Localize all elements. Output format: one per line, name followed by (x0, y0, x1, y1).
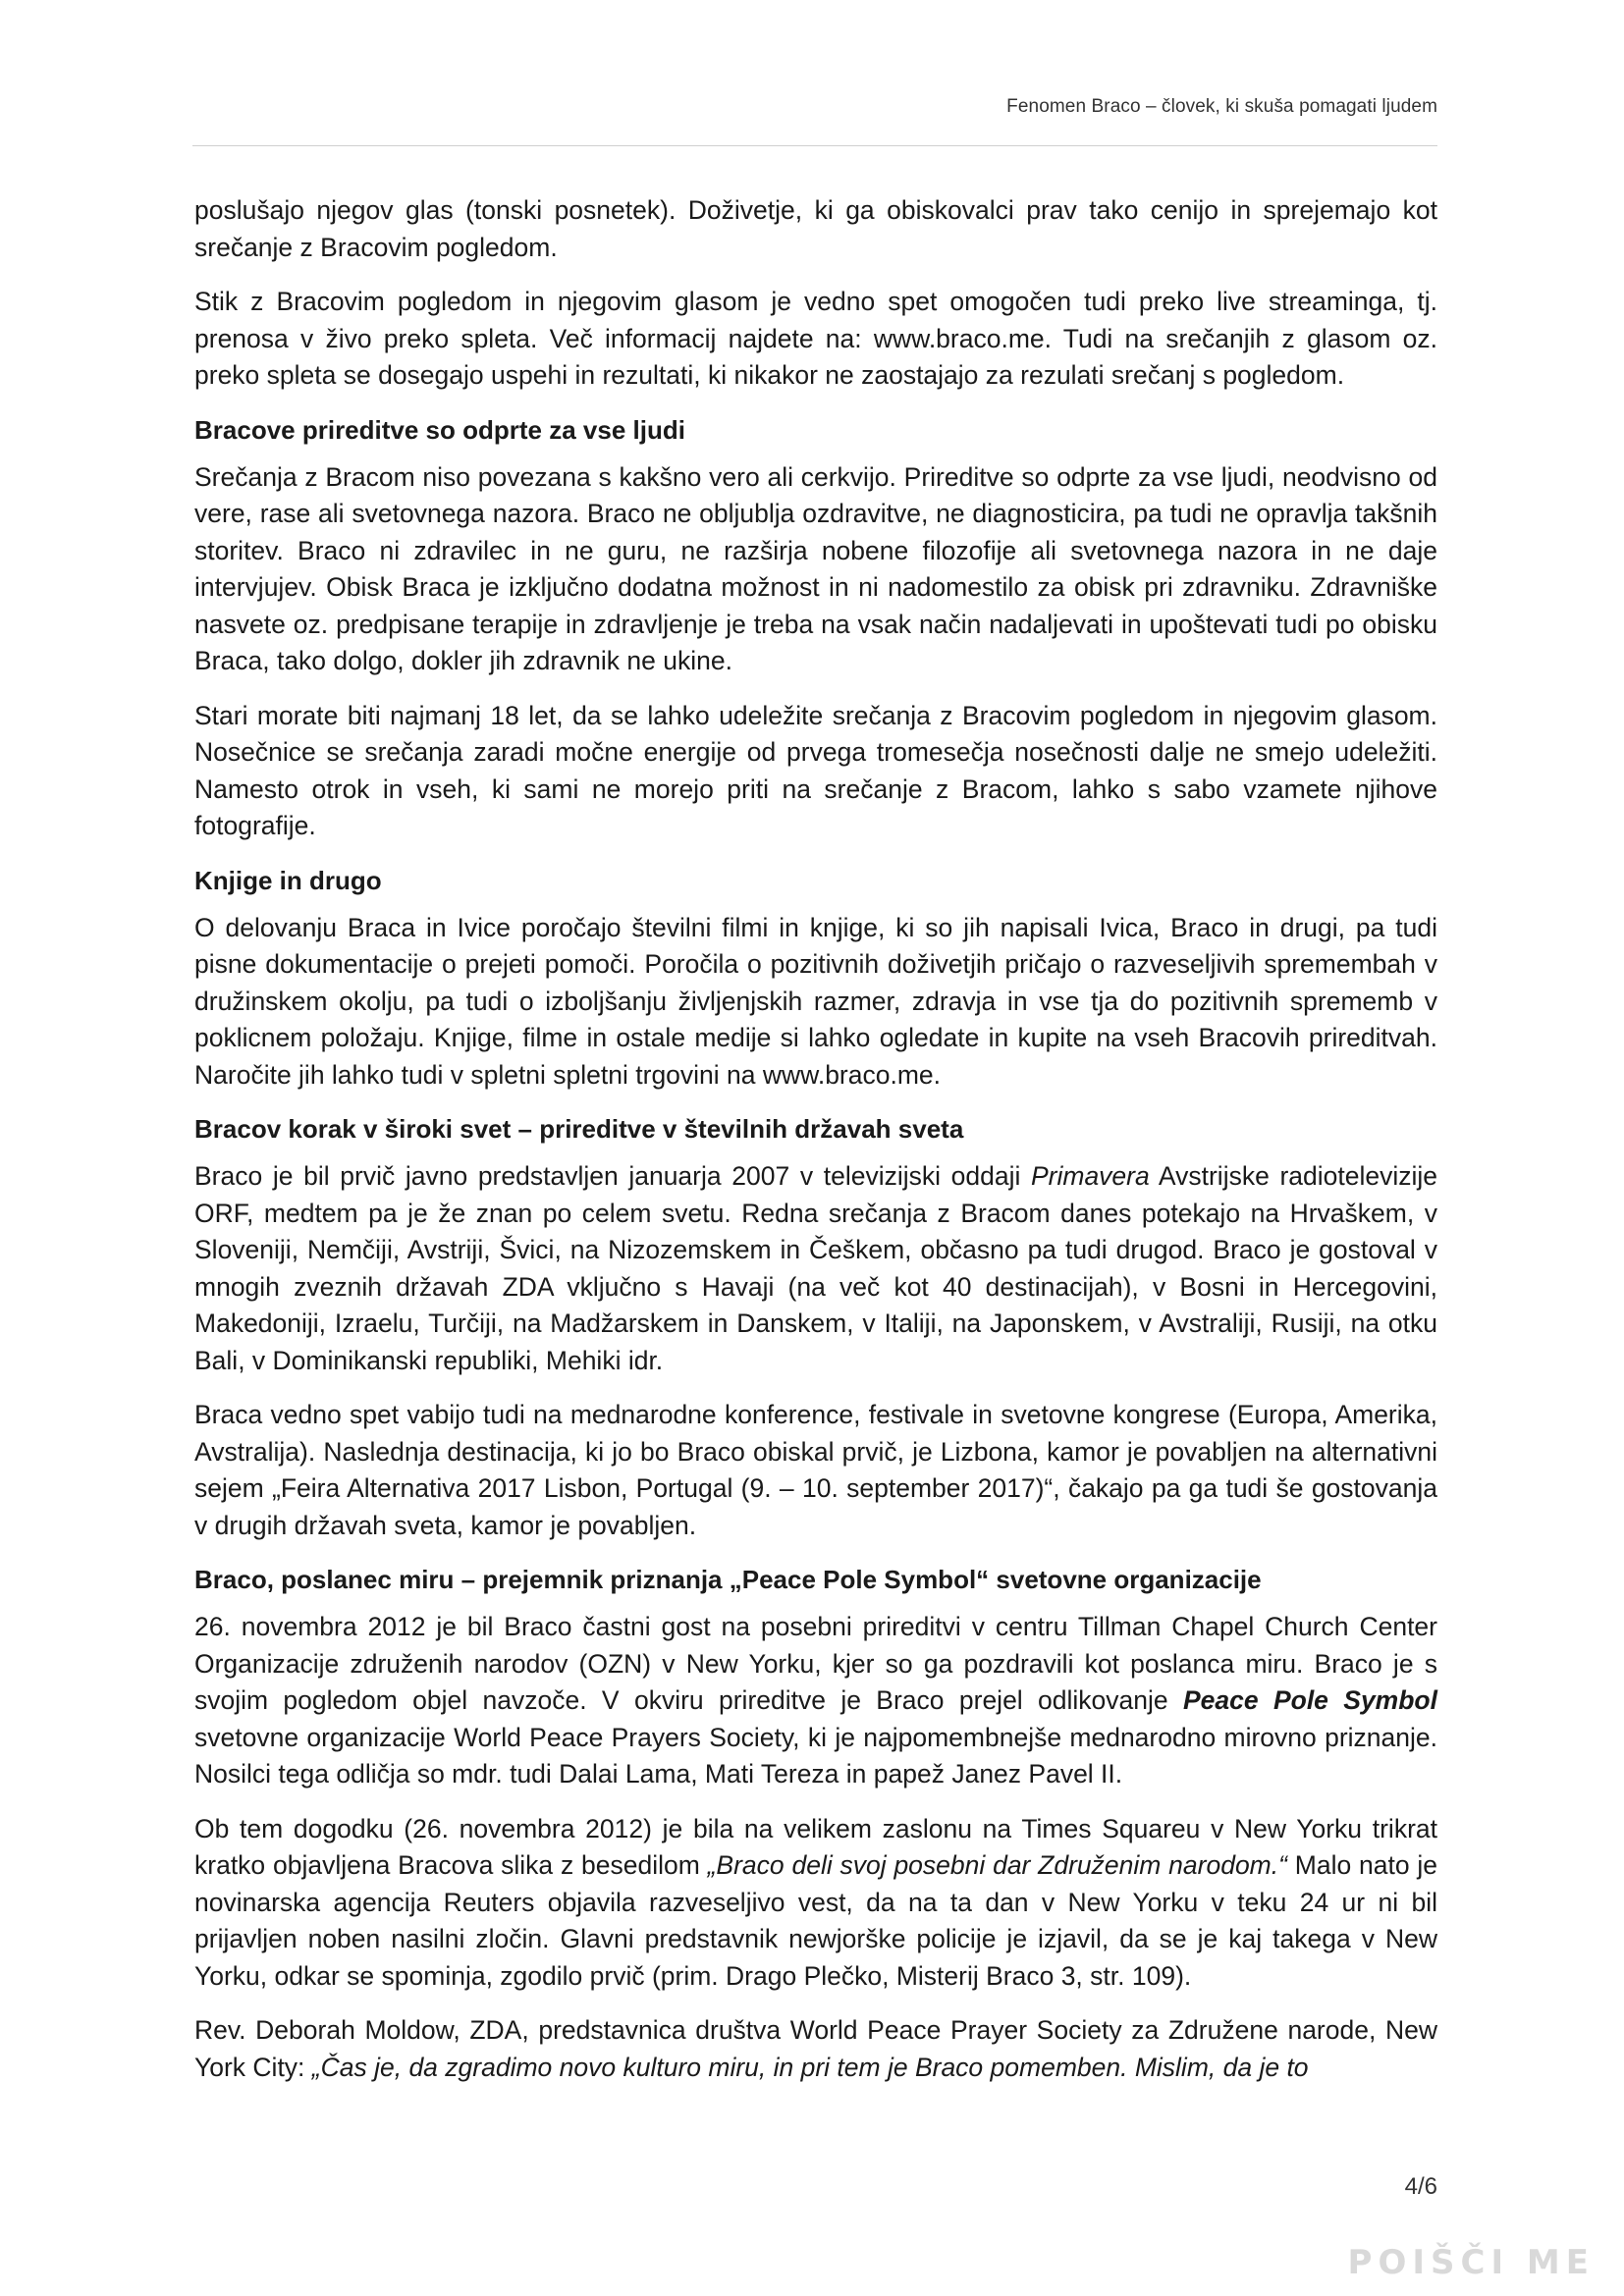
paragraph-6-text-b: Avstrijske radiotelevizije ORF, medtem pa je že znan po celem svetu. Redna srečanja z Bracom danes potekajo na Hrvaškem, v Sloveniji, Nemčiji, Avstriji, Švici, na Nizozemskem in Češkem, občasno pa tudi drugod. Braco je gostoval v mnogih zveznih državah ZDA vključno s Havaji (na več kot 40 destinacijah), v Bosni in Hercegovini, Makedoniji, Izraelu, Turčiji, na Madžarskem in Danskem, v Italiji, na Japonskem, v Avstraliji, Rusiji, na otku Bali, v Dominikanski republiki, Mehiki idr. (194, 1161, 1437, 1375)
page-number: 4/6 (1404, 2173, 1437, 2200)
paragraph-8 (194, 1609, 1437, 1793)
header-divider (192, 145, 1437, 146)
paragraph-8-bold-italic: Peace Pole Symbol (1182, 1685, 1437, 1715)
paragraph-4: Stari morate biti najmanj 18 let, da se lahko udeležite srečanja z Bracovim pogledom in njegovim glasom. Nosečnice se srečanja zaradi močne energije od prvega tromesečja nosečnosti dalje ne smejo udeležiti. Namesto otrok in vseh, ki sami ne morejo priti na srečanje z Bracom, lahko s sabo vzamete njihove fotografije. (194, 700, 1437, 840)
watermark-logo: POIŠČI ME (1347, 2243, 1595, 2282)
paragraph-6-italic: Primavera (1030, 1161, 1150, 1191)
paragraph-9-text-b: Malo nato je novinarska agencija Reuters objavila razveseljivo vest, da na ta dan v New Yorku v teku 24 ur ni bil prijavljen noben nasilni zločin. Glavni predstavnik newjorške policije je izjavil, da se je kaj takega v New Yorku, odkar se spominja, zgodilo prvič (prim. Drago Plečko, Misterij Braco 3, str. 109). (194, 1850, 1438, 1991)
paragraph-8-text-a: 26. novembra 2012 je bil Braco častni gost na posebni prireditvi v centru Tillman Chapel Church Center Organizacije združenih narodov (OZN) v New Yorku, kjer so ga pozdravili kot poslanca miru. Braco je s svojim pogledom objel navzoče. V okviru prireditve je Braco prejel odlikovanje (194, 1612, 1437, 1715)
section-heading-books: Knjige in drugo (194, 865, 382, 895)
paragraph-8-text-b: svetovne organizacije World Peace Prayers Society, ki je najpomembnejše mednarodno mirovno priznanje. Nosilci tega odličja so mdr. tudi Dalai Lama, Mati Tereza in papež Janez Pavel II. (194, 1722, 1437, 1789)
section-heading-world: Bracov korak v široki svet – prireditve v številnih državah sveta (194, 1114, 964, 1144)
paragraph-7: Braca vedno spet vabijo tudi na mednarodne konference, festivale in svetovne kongrese (Europa, Amerika, Avstralija). Naslednja destinacija, ki jo bo Braco obiskal prvič, je Lizbona, kamor je povabljen na alternativni sejem „Feira Alternativa 2017 Lisbon, Portugal (9. – 10. september 2017)“, čakajo pa ga tudi še gostovanja v drugih državah sveta, kamor je povabljen. (194, 1400, 1437, 1540)
paragraph-2: Stik z Bracovim pogledom in njegovim glasom je vedno spet omogočen tudi preko live streaminga, tj. prenosa v živo preko spleta. Več informacij najdete na: www.braco.me. Tudi na srečanjih z glasom oz. preko spleta se dosegajo uspehi in rezultati, ki nikakor ne zaostajajo za rezulati srečanj s pogledom. (194, 287, 1437, 390)
paragraph-9 (194, 1811, 1437, 1996)
paragraph-6-text-a: Braco je bil prvič javno predstavljen januarja 2007 v televizijski oddaji (194, 1161, 1031, 1191)
paragraph-5: O delovanju Braca in Ivice poročajo številni filmi in knjige, ki so jih napisali Ivica, Braco in drugi, pa tudi pisne dokumentacije o prejeti pomoči. Poročila o pozitivnih doživetjih pričajo o razveseljivih spremembah v družinskem okolju, pa tudi o izboljšanju življenjskih razmer, zdravja in vse tja do pozitivnih sprememb v poklicnem položaju. Knjige, filme in ostale medije si lahko ogledate in kupite na vseh Bracovih prireditvah. Naročite jih lahko tudi v spletni spletni trgovini na www.braco.me. (194, 912, 1437, 1090)
section-heading-events: Bracove prireditve so odprte za vse ljudi (194, 414, 685, 445)
section-heading-peace: Braco, poslanec miru – prejemnik priznanja „Peace Pole Symbol“ svetovne organizacije (194, 1565, 1262, 1594)
running-header: Fenomen Braco – človek, ki skuša pomagati ljudem (1006, 96, 1437, 117)
document-body (194, 192, 1437, 2104)
paragraph-10-italic: „Čas je, da zgradimo novo kulturo miru, in pri tem je Braco pomemben. Mislim, da je to (311, 2052, 1309, 2082)
paragraph-10-text-a: Rev. Deborah Moldow, ZDA, predstavnica društva World Peace Prayer Society za Združene narode, New York City: (194, 2015, 1437, 2082)
paragraph-3: Srečanja z Bracom niso povezana s kakšno vero ali cerkvijo. Prireditve so odprte za vse ljudi, neodvisno od vere, rase ali svetovnega nazora. Braco ne obljublja ozdravitve, ne diagnosticira, pa tudi ne opravlja takšnih storitev. Braco ni zdravilec in ne guru, ne razširja nobene filozofije ali svetovnega nazora in ne daje intervjujev. Obisk Braca je izključno dodatna možnost in ni nadomestilo za obisk pri zdravniku. Zdravniške nasvete oz. predpisane terapije in zdravljenje je treba na vsak način nadaljevati in upoštevati tudi po obisku Braca, tako dolgo, dokler jih zdravnik ne ukine. (194, 461, 1437, 675)
paragraph-9-italic: „Braco deli svoj posebni dar Združenim narodom.“ (707, 1850, 1287, 1880)
paragraph-6 (194, 1158, 1437, 1379)
paragraph-9-text-a: Ob tem dogodku (26. novembra 2012) je bila na velikem zaslonu na Times Squareu v New Yorku trikrat kratko objavljena Bracova slika z besedilom (194, 1813, 1437, 1880)
paragraph-1: poslušajo njegov glas (tonski posnetek). Doživetje, ki ga obiskovalci prav tako cenijo in sprejemajo kot srečanje z Bracovim pogledom. (194, 195, 1437, 262)
paragraph-10 (194, 2012, 1437, 2086)
